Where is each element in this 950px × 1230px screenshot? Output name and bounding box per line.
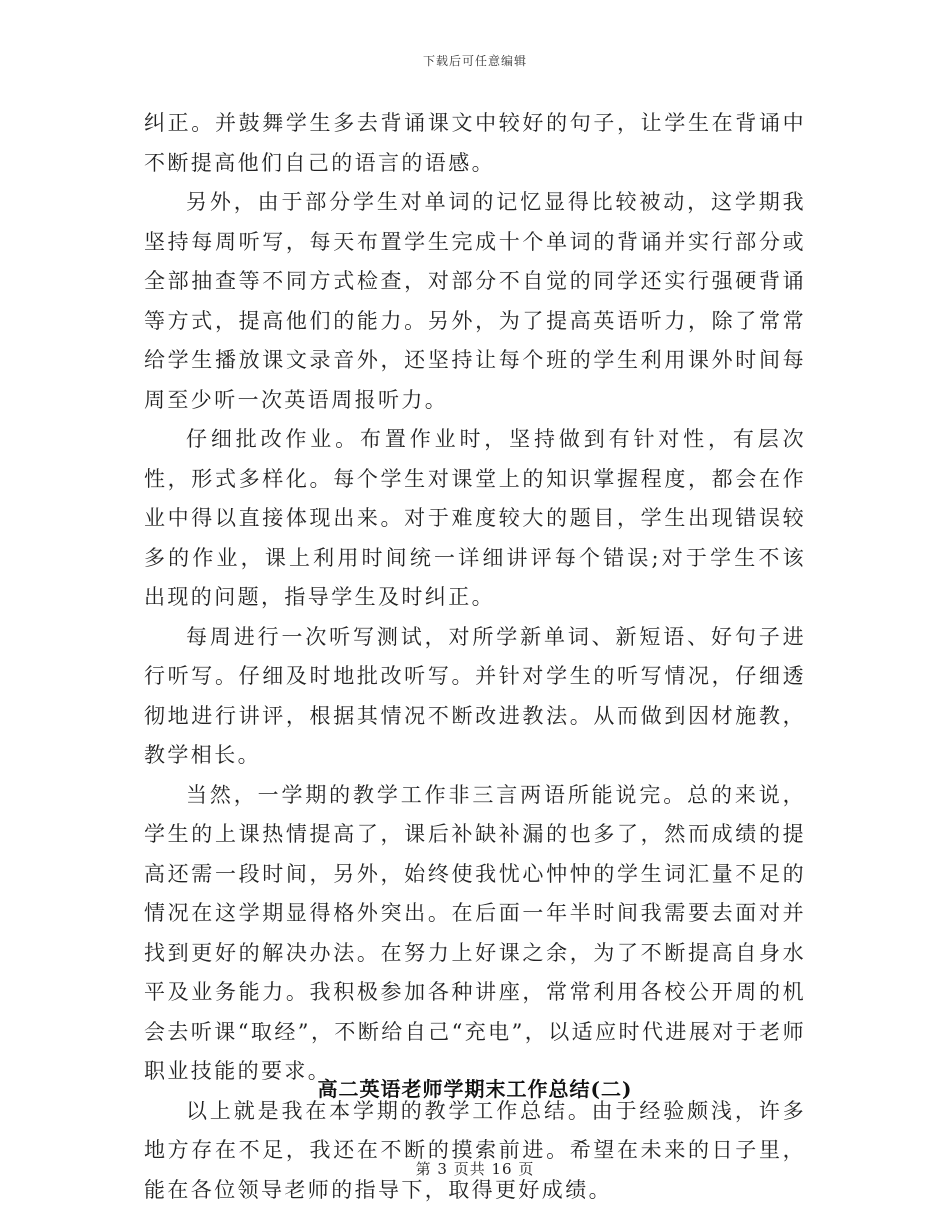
paragraph-5: 当然，一学期的教学工作非三言两语所能说完。总的来说，学生的上课热情提高了，课后补缺补漏的也多了，然而成绩的提高还需一段时间，另外，始终使我忧心忡忡的学生词汇量不足的情况在这学期显得格外突出。在后面一年半时间我需要去面对并找到更好的解决办法。在努力上好课之余，为了不断提高自身水平及业务能力。我积极参加各种讲座，常常利用各校公开周的机会去听课“取经”，不断给自己“充电”，以适应时代进展对于老师职业技能的要求。 [144,782,806,1083]
page-footer-number: 第 3 页共 16 页 [415,1160,535,1178]
paragraph-2: 另外，由于部分学生对单词的记忆显得比较被动，这学期我坚持每周听写，每天布置学生完成十个单词的背诵并实行部分或全部抽查等不同方式检查，对部分不自觉的同学还实行强硬背诵等方式，提高他们的能力。另外，为了提高英语听力，除了常常给学生播放课文录音外，还坚持让每个班的学生利用课外时间每周至少听一次英语周报听力。 [144,190,806,412]
document-body [144,104,806,1210]
paragraph-3: 仔细批改作业。布置作业时，坚持做到有针对性，有层次性，形式多样化。每个学生对课堂上的知识掌握程度，都会在作业中得以直接体现出来。对于难度较大的题目，学生出现错误较多的作业，课上利用时间统一详细讲评每个错误;对于学生不该出现的问题，指导学生及时纠正。 [144,427,806,609]
paragraph-1: 纠正。并鼓舞学生多去背诵课文中较好的句子，让学生在背诵中不断提高他们自己的语言的语感。 [144,111,806,175]
page-header-note: 下载后可任意编辑 [422,54,527,68]
paragraph-4: 每周进行一次听写测试，对所学新单词、新短语、好句子进行听写。仔细及时地批改听写。并针对学生的听写情况，仔细透彻地进行讲评，根据其情况不断改进教法。从而做到因材施教，教学相长。 [144,624,806,767]
section-title: 高二英语老师学期末工作总结(二) [317,1077,633,1101]
paragraph-6: 以上就是我在本学期的教学工作总结。由于经验颇浅，许多地方存在不足，我还在不断的摸索前进。希望在未来的日子里，能在各位领导老师的指导下，取得更好成绩。 [144,1098,806,1202]
